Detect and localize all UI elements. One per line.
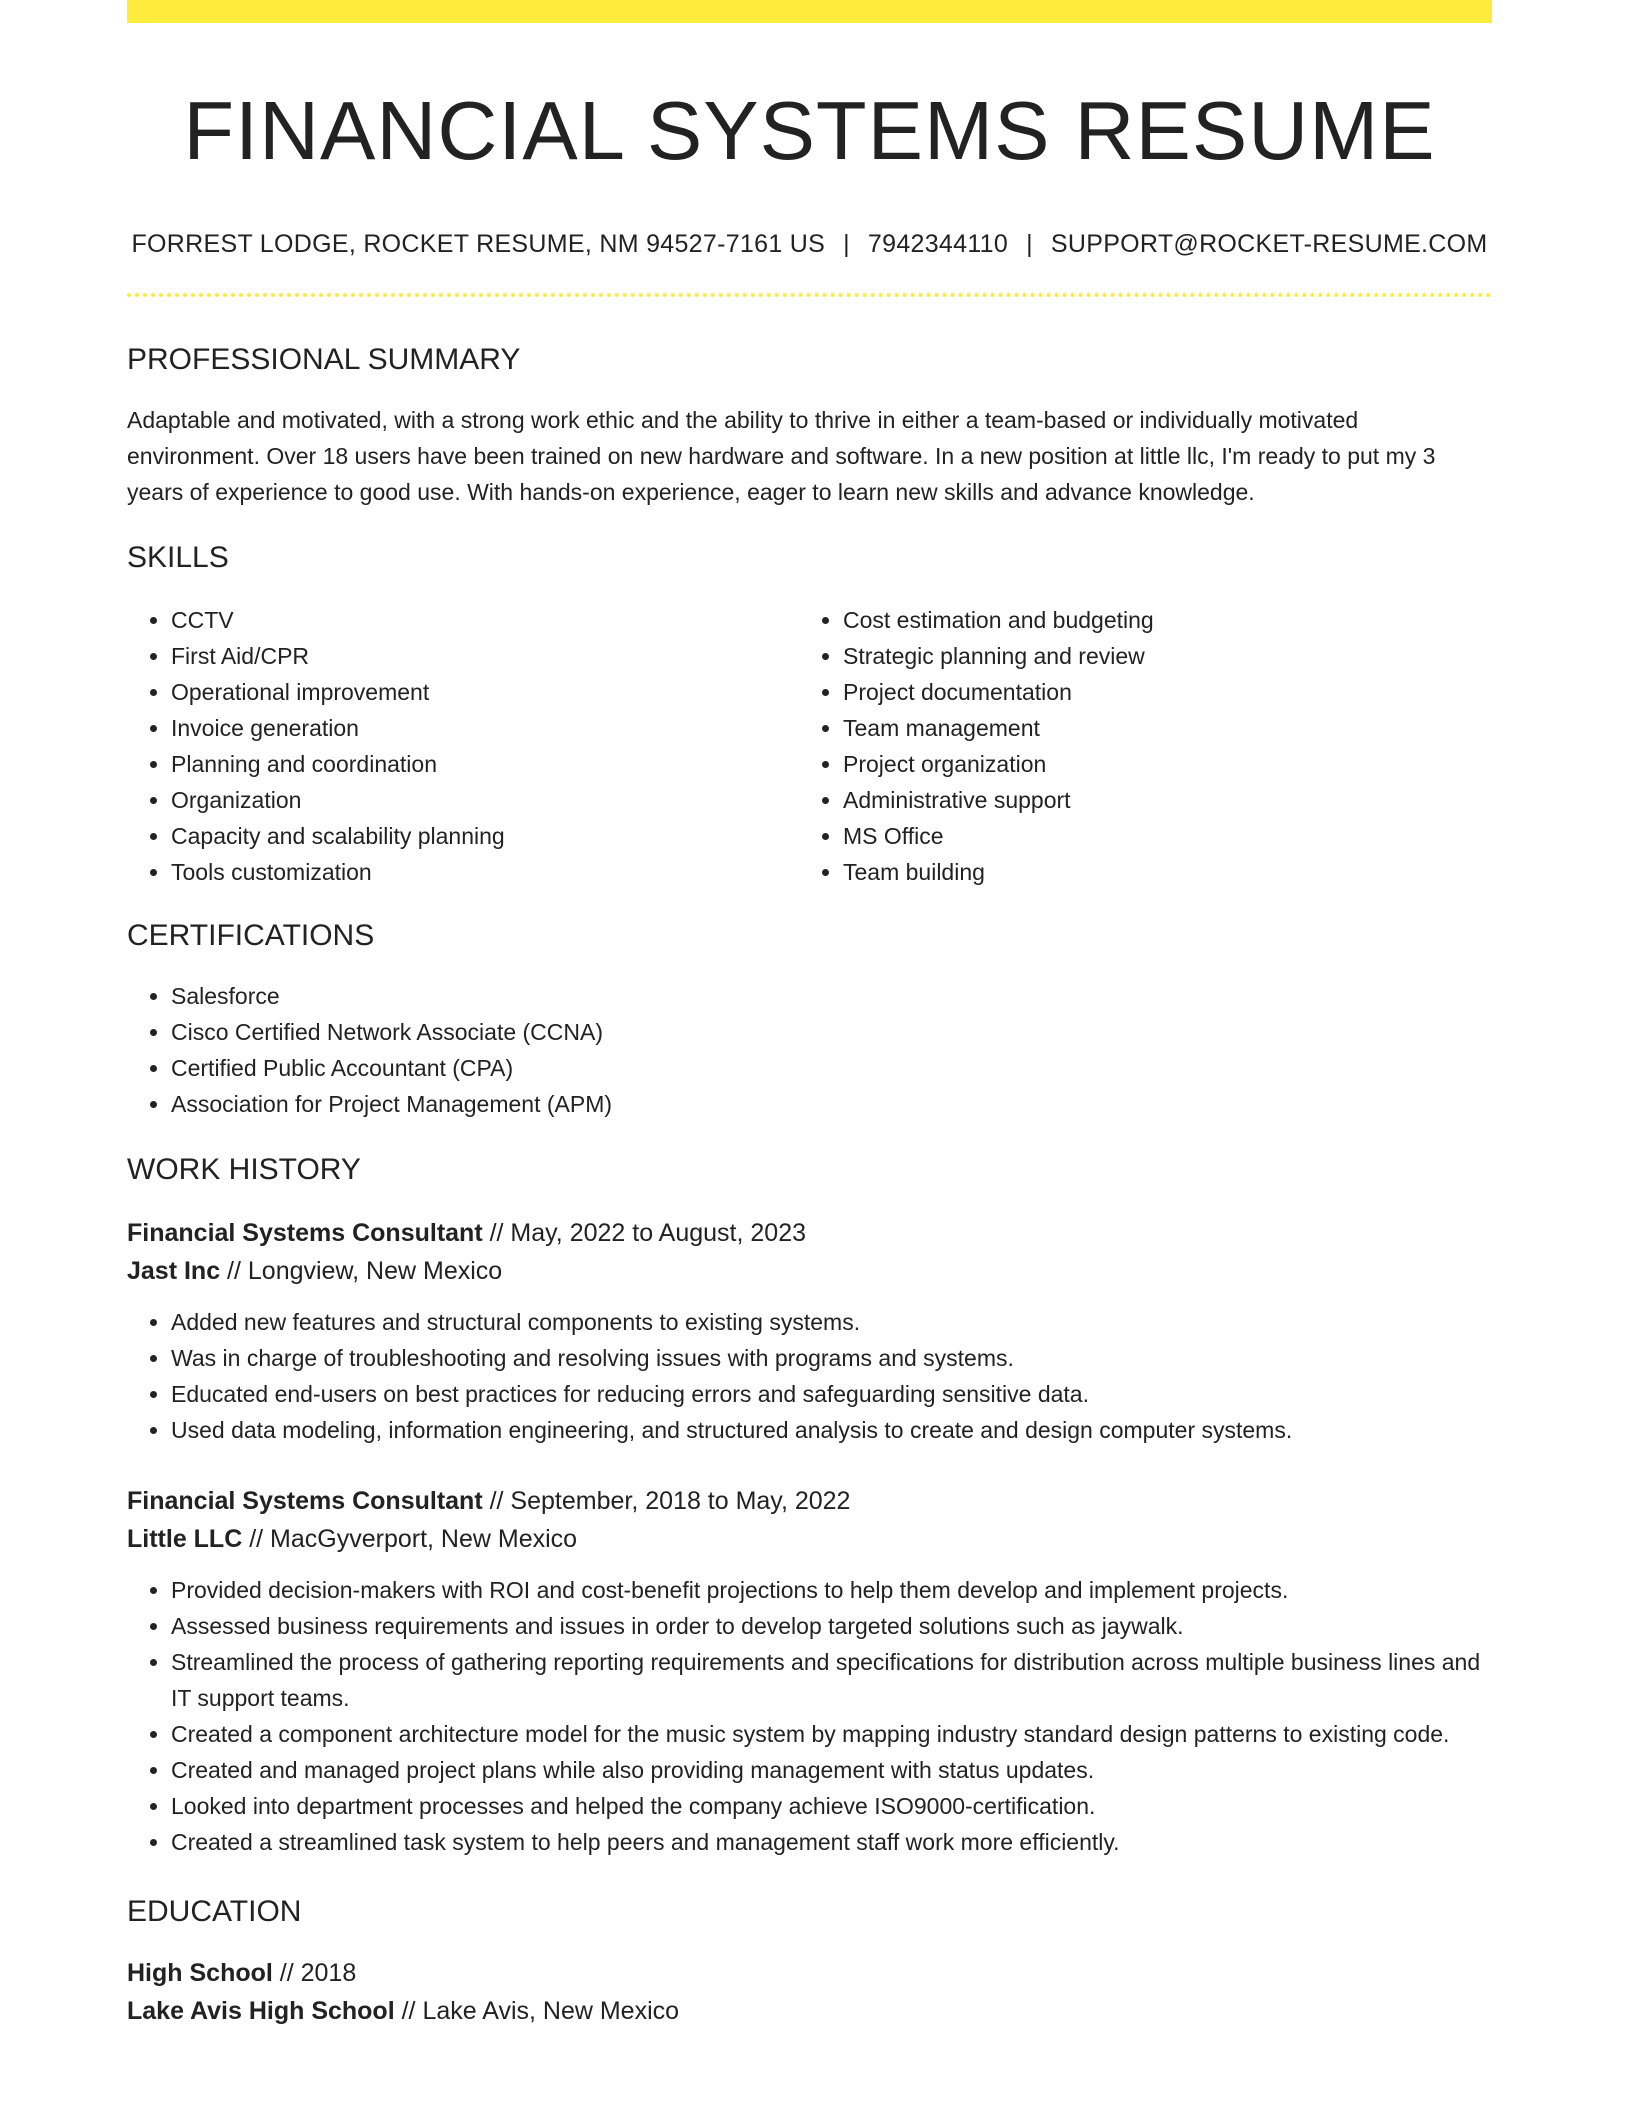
section-title-certifications: CERTIFICATIONS [127,919,375,953]
job-dates: // September, 2018 to May, 2022 [482,1487,851,1516]
section-title-skills: SKILLS [127,541,229,575]
certification-item: • Certified Public Accountant (CPA) [171,1050,1492,1086]
skill-item: • Administrative support [843,782,1471,818]
job-role: Financial Systems Consultant [127,1487,483,1516]
job-bullet: • Assessed business requirements and issues in order to develop targeted solutions such as jaywalk. [171,1608,1492,1644]
skill-item: • CCTV [171,602,799,638]
section-title-education: EDUCATION [127,1895,302,1929]
section-title-work-history: WORK HISTORY [127,1153,361,1187]
certification-item: • Association for Project Management (APM) [171,1086,1492,1122]
skills-columns [127,602,1492,890]
contact-separator: | [1026,230,1033,259]
skill-item: • Planning and coordination [171,746,799,782]
job-dates: // May, 2022 to August, 2023 [482,1219,807,1248]
skill-item: • Tools customization [171,854,799,890]
skills-list-right [799,602,1471,890]
education-year: // 2018 [272,1959,357,1988]
job-company-line [127,1520,1492,1558]
skill-item: • Strategic planning and review [843,638,1471,674]
resume-title: FINANCIAL SYSTEMS RESUME [183,84,1436,177]
job-bullet: • Provided decision-makers with ROI and cost-benefit projections to help them develop and implement projects. [171,1572,1492,1608]
education-school-line [127,1992,1492,2030]
skill-item: • Project organization [843,746,1471,782]
education-entry [127,1954,1492,2030]
skill-item: • Organization [171,782,799,818]
contact-address: FORREST LODGE, ROCKET RESUME, NM 94527-7161 US [131,230,826,259]
contact-phone: 7942344110 [867,230,1009,259]
education-school: Lake Avis High School [127,1997,395,2026]
job-bullet: • Created and managed project plans while also providing management with status updates. [171,1752,1492,1788]
job-title-line [127,1214,1492,1252]
job-bullet: • Created a streamlined task system to help peers and management staff work more efficiently. [171,1824,1492,1860]
job-location: // Longview, New Mexico [220,1257,503,1286]
skill-item: • Project documentation [843,674,1471,710]
job-header [127,1214,1492,1290]
contact-line [127,230,1492,259]
job-bullets [127,1572,1492,1860]
summary-text: Adaptable and motivated, with a strong work ethic and the ability to thrive in either a team-based or individually motivated environment. Over 18 users have been trained on new hardware and software. In a new position at little llc, I'm ready to put my 3 years of experience to good use. With hands-on experience, eager to learn new skills and advance knowledge. [127,407,1436,506]
contact-separator: | [843,230,850,259]
skill-item: • MS Office [843,818,1471,854]
skill-item: • Capacity and scalability planning [171,818,799,854]
skill-item: • Invoice generation [171,710,799,746]
job-location: // MacGyverport, New Mexico [242,1525,578,1554]
education-location: // Lake Avis, New Mexico [394,1997,680,2026]
skills-list-left [127,602,799,890]
job-bullet: • Was in charge of troubleshooting and resolving issues with programs and systems. [171,1340,1492,1376]
job-company: Little LLC [127,1525,243,1554]
job-bullet: • Looked into department processes and helped the company achieve ISO9000-certification. [171,1788,1492,1824]
resume-content [127,23,1492,2030]
skill-item: • First Aid/CPR [171,638,799,674]
skill-item: • Cost estimation and budgeting [843,602,1471,638]
contact-email: SUPPORT@ROCKET-RESUME.COM [1050,230,1488,259]
dotted-divider [127,293,1492,297]
job-title-line [127,1482,1492,1520]
job-bullet: • Educated end-users on best practices for reducing errors and safeguarding sensitive data. [171,1376,1492,1412]
job-bullet: • Created a component architecture model for the music system by mapping industry standard design patterns to existing code. [171,1716,1492,1752]
job-bullet: • Streamlined the process of gathering reporting requirements and specifications for distribution across multiple business lines and IT support teams. [171,1644,1492,1716]
job-bullet: • Used data modeling, information engineering, and structured analysis to create and design computer systems. [171,1412,1492,1448]
certifications-list [127,978,1492,1122]
job-company: Jast Inc [127,1257,221,1286]
job-header [127,1482,1492,1558]
certification-item: • Cisco Certified Network Associate (CCNA) [171,1014,1492,1050]
skills-column-right [799,602,1471,890]
job-role: Financial Systems Consultant [127,1219,483,1248]
skill-item: • Team building [843,854,1471,890]
education-degree: High School [127,1959,273,1988]
job-company-line [127,1252,1492,1290]
top-accent-bar [127,0,1492,23]
skills-column-left [127,602,799,890]
job-bullets [127,1304,1492,1448]
certification-item: • Salesforce [171,978,1492,1014]
section-title-summary: PROFESSIONAL SUMMARY [127,343,521,377]
education-degree-line [127,1954,1492,1992]
skill-item: • Team management [843,710,1471,746]
job-bullet: • Added new features and structural components to existing systems. [171,1304,1492,1340]
skill-item: • Operational improvement [171,674,799,710]
